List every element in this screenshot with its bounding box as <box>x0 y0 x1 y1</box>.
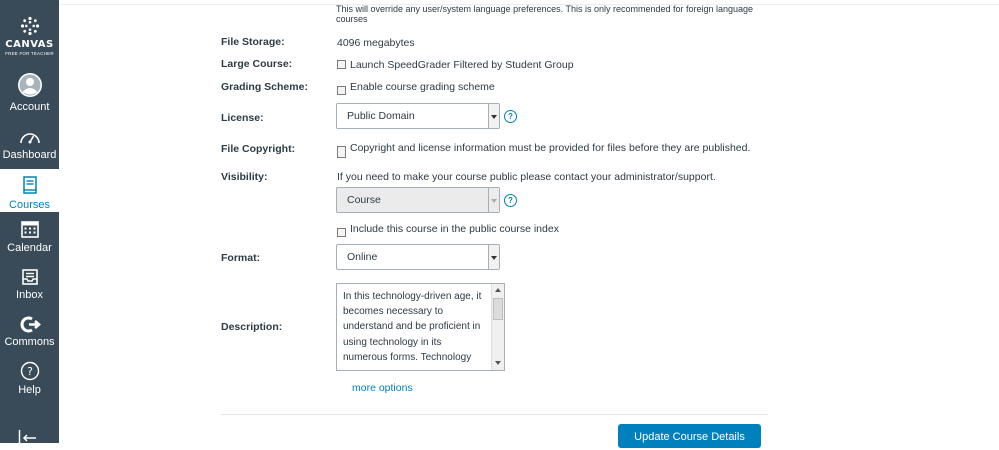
public-index-checkbox[interactable] <box>337 228 346 237</box>
visibility-help-icon[interactable]: ? <box>504 194 517 207</box>
description-textarea[interactable] <box>336 283 505 371</box>
nav-item-commons[interactable] <box>0 316 59 354</box>
avatar-icon <box>17 72 43 98</box>
license-label: License: <box>221 112 264 124</box>
nav-item-calendar[interactable] <box>0 220 59 258</box>
format-select[interactable] <box>336 244 500 270</box>
file-copyright-checkbox[interactable] <box>337 146 346 158</box>
visibility-select-value: Course <box>347 194 381 206</box>
global-navigation <box>0 0 59 443</box>
chevron-down-icon <box>488 245 499 269</box>
license-select[interactable] <box>336 103 500 129</box>
nav-label-commons: Commons <box>4 336 55 348</box>
nav-label-help: Help <box>18 384 41 396</box>
nav-item-help[interactable] <box>0 361 59 399</box>
large-course-checkbox-label[interactable]: Launch SpeedGrader Filtered by Student Group <box>350 59 574 71</box>
large-course-checkbox[interactable] <box>337 60 346 69</box>
grading-scheme-label: Grading Scheme: <box>221 81 308 93</box>
description-label: Description: <box>221 321 283 333</box>
canvas-logo-icon <box>20 16 40 36</box>
grading-scheme-checkbox[interactable] <box>337 86 346 95</box>
calendar-icon <box>20 220 40 239</box>
scroll-down-icon[interactable] <box>495 361 501 365</box>
visibility-note: If you need to make your course public please contact your administrator/support. <box>337 171 716 183</box>
nav-item-courses[interactable] <box>0 169 59 212</box>
logo-tagline: FREE FOR TEACHER <box>5 51 54 56</box>
svg-text:?: ? <box>26 365 33 378</box>
description-text: In this technology-driven age, it becomes necessary to understand and be proficient in using technology in its numerous forms. Technology <box>343 291 482 363</box>
nav-item-account[interactable] <box>0 72 59 118</box>
public-index-checkbox-label[interactable]: Include this course in the public course index <box>350 223 559 235</box>
file-copyright-checkbox-label[interactable]: Copyright and license information must be provided for files before they are published. <box>350 142 751 154</box>
file-copyright-label: File Copyright: <box>221 143 296 155</box>
more-options-link[interactable]: more options <box>352 382 413 394</box>
license-help-icon[interactable]: ? <box>504 110 517 123</box>
form-divider <box>221 414 768 415</box>
nav-label-inbox: Inbox <box>16 289 43 301</box>
book-icon <box>19 175 41 196</box>
nav-label-dashboard: Dashboard <box>2 149 57 161</box>
license-select-value: Public Domain <box>347 110 415 122</box>
nav-label-calendar: Calendar <box>7 242 52 254</box>
nav-label-courses: Courses <box>9 199 50 211</box>
nav-item-dashboard[interactable] <box>0 129 59 167</box>
format-label: Format: <box>221 252 261 264</box>
dashboard-gauge-icon <box>19 129 41 146</box>
logo-brand: CANVAS <box>5 39 54 50</box>
commons-icon <box>19 316 41 333</box>
description-scrollbar[interactable] <box>491 284 504 370</box>
update-course-details-button[interactable]: Update Course Details <box>618 424 761 448</box>
nav-item-inbox[interactable] <box>0 268 59 306</box>
canvas-logo[interactable] <box>0 16 59 56</box>
language-note: This will override any user/system language preferences. This is only recommended for foreign language courses <box>336 4 754 24</box>
file-storage-label: File Storage: <box>221 36 285 48</box>
help-icon <box>20 361 40 381</box>
chevron-down-icon <box>488 104 499 128</box>
large-course-label: Large Course: <box>221 58 293 70</box>
scroll-up-icon[interactable] <box>495 288 501 292</box>
chevron-down-icon <box>488 188 499 212</box>
file-storage-value: 4096 megabytes <box>337 37 415 49</box>
inbox-icon <box>20 268 40 286</box>
visibility-label: Visibility: <box>221 171 268 183</box>
format-select-value: Online <box>347 251 378 263</box>
collapse-arrow-icon[interactable] <box>18 430 38 443</box>
nav-label-account: Account <box>9 101 50 113</box>
scroll-thumb[interactable] <box>493 298 503 320</box>
visibility-select[interactable] <box>336 187 500 213</box>
grading-scheme-checkbox-label[interactable]: Enable course grading scheme <box>350 81 495 93</box>
